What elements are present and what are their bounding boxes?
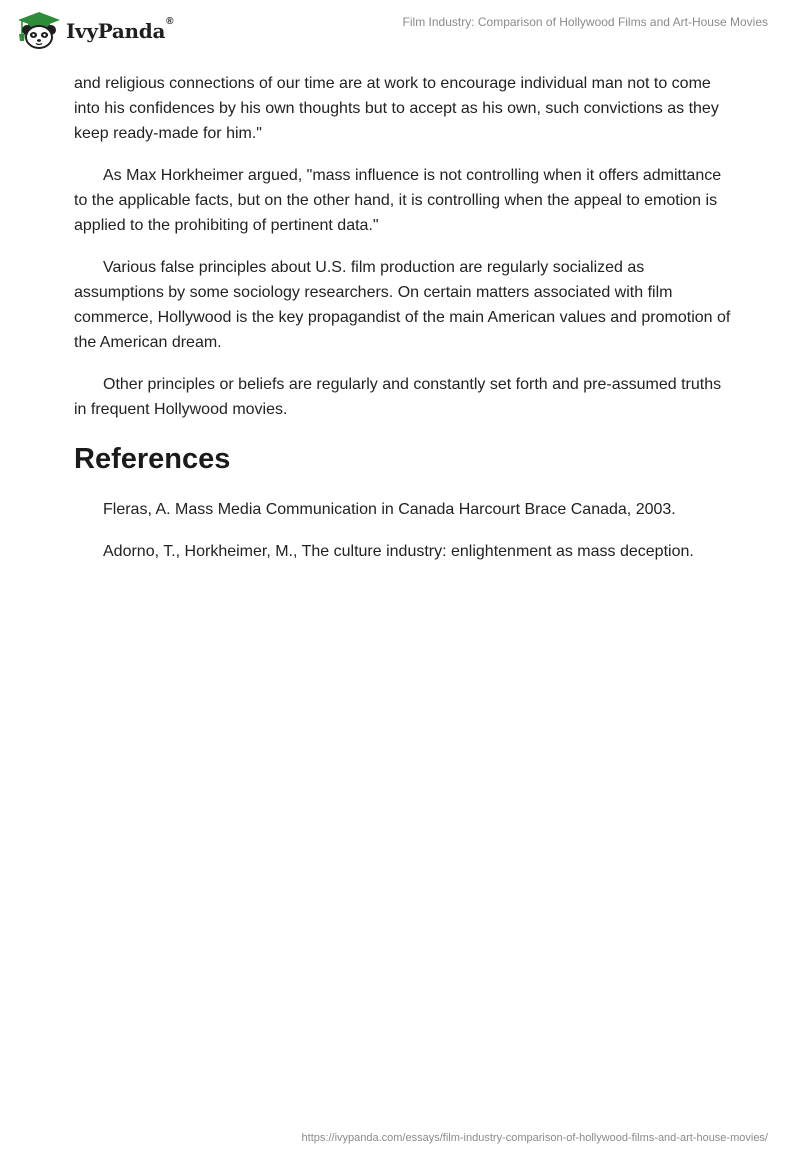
reference-item: Adorno, T., Horkheimer, M., The culture industry: enlightenment as mass deception. <box>103 543 694 560</box>
paragraph: As Max Horkheimer argued, "mass influence is not controlling when it offers admittance to the applicable facts, but on the other hand, it is controlling when the appeal to emotion is applied to the prohibiting of pertinent data." <box>74 167 722 234</box>
essay-body <box>74 71 734 581</box>
page-header <box>0 0 800 70</box>
paragraph: Other principles or beliefs are regularly and constantly set forth and pre-assumed truths in frequent Hollywood movies. <box>74 376 722 418</box>
document-title: Film Industry: Comparison of Hollywood Films and Art-House Movies <box>402 15 768 29</box>
source-url[interactable]: https://ivypanda.com/essays/film-industry-comparison-of-hollywood-films-and-art-house-movies/ <box>301 1132 768 1144</box>
paragraph: and religious connections of our time are at work to encourage individual man not to come into his confidences by his own thoughts but to accept as his own, such convictions as they keep ready-made for him." <box>74 75 719 142</box>
reference-item: Fleras, A. Mass Media Communication in Canada Harcourt Brace Canada, 2003. <box>103 501 676 518</box>
logo-wordmark: IvyPanda® <box>66 16 174 43</box>
registered-mark: ® <box>166 16 174 27</box>
references-heading: References <box>74 443 231 475</box>
panda-graduation-cap-icon <box>16 10 62 50</box>
paragraph: Various false principles about U.S. film production are regularly socialized as assumptions by some sociology researchers. On certain matters associated with film commerce, Hollywood is the key propagandist of the main American values and promotion of the American dream. <box>74 259 731 351</box>
ivypanda-logo[interactable] <box>16 10 173 50</box>
